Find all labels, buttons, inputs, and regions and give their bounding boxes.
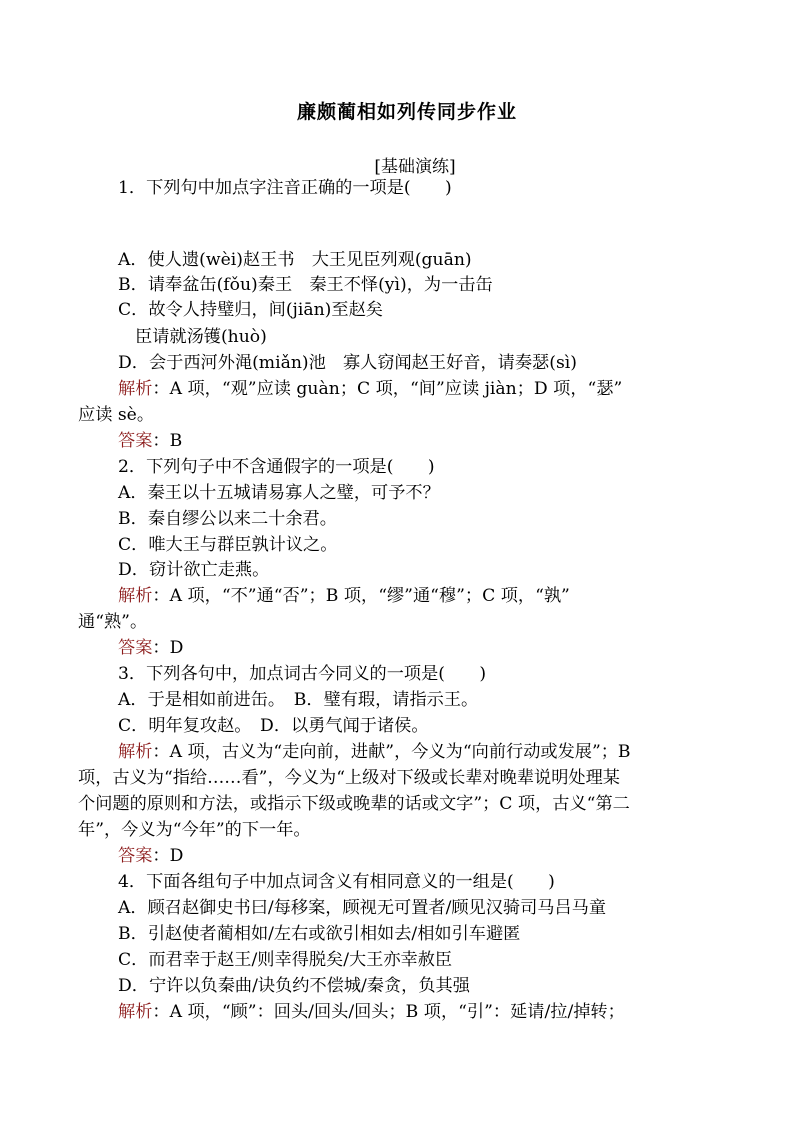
q1-analysis-cont: 应读 sè。 [78, 405, 155, 425]
analysis-label: 解析 [118, 742, 153, 762]
q2-option-b: B．秦自缪公以来二十余君。 [118, 509, 337, 529]
q1-analysis-text: ：A 项，“观”应读 guàn；C 项，“间”应读 jiàn；D 项，“瑟” [152, 379, 623, 399]
q4-option-c: C．而君幸于赵王/则幸得脱矣/大王亦幸赦臣 [118, 950, 453, 970]
q3-analysis-cont-3: 年”，今义为“今年”的下一年。 [78, 820, 311, 840]
answer-label: 答案 [118, 431, 153, 451]
q4-option-d: D．宁许以负秦曲/诀负约不偿城/秦贪，负其强 [118, 976, 470, 996]
q2-answer [118, 636, 183, 660]
q1-option-c: C．故令人持璧归，间(jiān)至赵矣 [118, 300, 383, 320]
q1-option-a: A．使人遗(wèi)赵王书 大王见臣列观(guān) [118, 250, 472, 270]
q4-analysis-text: ：A 项，“顾”：回头/回头/回头；B 项，“引”：延请/拉/掉转； [152, 1002, 625, 1022]
q4-analysis [118, 1000, 625, 1024]
q3-analysis-cont-2: 个问题的原则和方法，或指示下级或晚辈的话或文字”；C 项，古义“第二 [78, 794, 630, 814]
answer-label: 答案 [118, 638, 153, 658]
q3-options-cd: C．明年复攻赵。 D．以勇气闻于诸侯。 [118, 716, 429, 736]
analysis-label: 解析 [118, 1002, 153, 1022]
q1-analysis [118, 377, 622, 401]
q1-stem: 1．下列句中加点字注音正确的一项是( ) [118, 178, 452, 198]
q2-option-c: C．唯大王与群臣孰计议之。 [118, 535, 338, 555]
answer-label: 答案 [118, 846, 153, 866]
q3-analysis [118, 740, 631, 764]
q3-answer-value: ：D [152, 846, 184, 866]
q3-analysis-text: ：A 项，古义为“走向前，进献”，今义为“向前行动或发展”；B [152, 742, 631, 762]
q3-options-ab: A．于是相如前进缶。 B．璧有瑕，请指示王。 [118, 690, 479, 710]
q1-answer-value: ：B [152, 431, 183, 451]
q4-option-b: B．引赵使者蔺相如/左右或欲引相如去/相如引车避匿 [118, 924, 521, 944]
q1-option-d: D．会于西河外渑(miǎn)池 寡人窃闻赵王好音，请奏瑟(sì) [118, 353, 577, 373]
analysis-label: 解析 [118, 379, 153, 399]
q1-option-b: B．请奉盆缶(fǒu)秦王 秦王不怿(yì)，为一击缶 [118, 275, 493, 295]
q2-analysis [118, 584, 570, 608]
q3-answer [118, 844, 183, 868]
q2-analysis-text: ：A 项，“不”通“否”；B 项，“缪”通“穆”；C 项，“孰” [152, 586, 570, 606]
q2-option-d: D．窃计欲亡走燕。 [118, 560, 270, 580]
q2-stem: 2．下列句子中不含通假字的一项是( ) [118, 457, 435, 477]
analysis-label: 解析 [118, 586, 153, 606]
q3-analysis-cont-1: 项，古义为“指给……看”，今义为“上级对下级或长辈对晚辈说明处理某 [78, 768, 620, 788]
q4-stem: 4．下面各组句子中加点词含义有相同意义的一组是( ) [118, 872, 555, 892]
page-title: 廉颇蔺相如列传同步作业 [296, 101, 517, 123]
q1-answer [118, 429, 182, 453]
q2-analysis-cont: 通“熟”。 [78, 612, 148, 632]
q1-option-c-cont: 臣请就汤镬(huò) [135, 327, 267, 347]
q4-option-a: A．顾召赵御史书曰/每移案，顾视无可置者/顾见汉骑司马吕马童 [118, 898, 607, 918]
q3-stem: 3．下列各句中，加点词古今同义的一项是( ) [118, 664, 487, 684]
q2-answer-value: ：D [152, 638, 184, 658]
section-heading: [基础演练] [374, 157, 456, 177]
q2-option-a: A．秦王以十五城请易寡人之璧，可予不？ [118, 483, 440, 503]
